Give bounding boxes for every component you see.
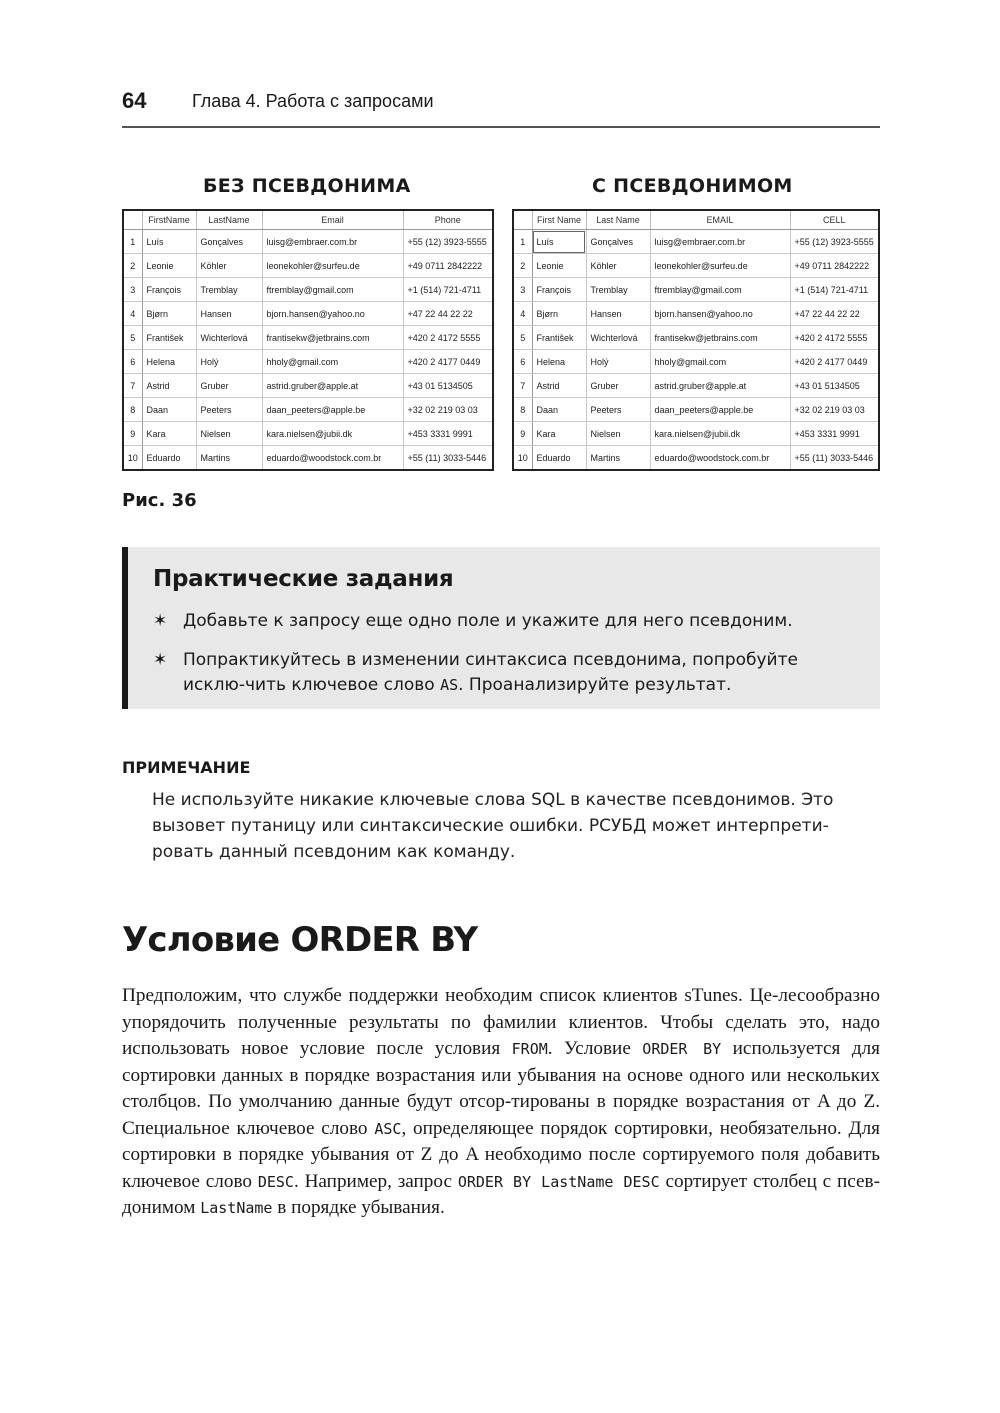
table-cell: Holý <box>196 350 262 374</box>
table-cell: astrid.gruber@apple.at <box>650 374 790 398</box>
table-cell: bjorn.hansen@yahoo.no <box>262 302 403 326</box>
table-cell: hholy@gmail.com <box>650 350 790 374</box>
row-number-cell: 10 <box>513 446 532 471</box>
table-row <box>123 374 493 398</box>
table-without-alias <box>122 209 494 471</box>
table-header-row <box>123 210 493 230</box>
row-number-cell: 3 <box>123 278 142 302</box>
table-cell: Astrid <box>532 374 586 398</box>
table-header-row <box>513 210 879 230</box>
table-cell: +453 3331 9991 <box>403 422 493 446</box>
star-bullet-icon: ✶ <box>153 650 168 670</box>
table-row <box>513 230 879 254</box>
column-header: LastName <box>196 210 262 230</box>
row-number-cell: 4 <box>513 302 532 326</box>
right-table-title: С ПСЕВДОНИМОМ <box>592 175 793 197</box>
table-cell: bjorn.hansen@yahoo.no <box>650 302 790 326</box>
table-cell: eduardo@woodstock.com.br <box>650 446 790 471</box>
row-number-cell: 1 <box>513 230 532 254</box>
text-run: используется для сортировки данных в порядке возрастания или убывания на основе одного или нескольких столбцов. По умолчанию данные будут отсор-тированы в порядке возрастания от A до Z. Специальное ключевое слово <box>122 1038 880 1139</box>
row-number-cell: 8 <box>513 398 532 422</box>
row-number-cell: 6 <box>123 350 142 374</box>
row-number-cell: 9 <box>123 422 142 446</box>
left-table-title: БЕЗ ПСЕВДОНИМА <box>203 175 411 197</box>
table-row <box>513 374 879 398</box>
table-cell: Tremblay <box>196 278 262 302</box>
table-row <box>123 302 493 326</box>
table-cell: František <box>142 326 196 350</box>
table-cell: Gruber <box>196 374 262 398</box>
row-number-cell: 7 <box>513 374 532 398</box>
table-cell: +55 (12) 3923-5555 <box>790 230 879 254</box>
figure-caption: Рис. 36 <box>122 490 197 511</box>
table-row <box>513 422 879 446</box>
table-cell: Hansen <box>196 302 262 326</box>
table-cell: Bjørn <box>142 302 196 326</box>
practice-title: Практические задания <box>153 566 454 592</box>
column-header: Email <box>262 210 403 230</box>
task-text: Добавьте к запросу еще одно поле и укажите для него псевдоним. <box>183 611 793 631</box>
inline-code: ASC <box>374 1119 402 1138</box>
table-cell: leonekohler@surfeu.de <box>262 254 403 278</box>
table-cell: luisg@embraer.com.br <box>650 230 790 254</box>
table-cell: daan_peeters@apple.be <box>650 398 790 422</box>
table-cell: Holý <box>586 350 650 374</box>
chapter-title: Глава 4. Работа с запросами <box>192 91 434 111</box>
row-number-cell: 5 <box>123 326 142 350</box>
table-cell: +43 01 5134505 <box>403 374 493 398</box>
table-cell: Martins <box>196 446 262 471</box>
note-text: Не используйте никакие ключевые слова SQL в качестве псевдонимов. Это вызовет путаницу или синтаксические ошибки. РСУБД может интерпрети-ровать данный псевдоним как команду. <box>152 790 834 862</box>
table-cell: Köhler <box>196 254 262 278</box>
table-cell: Kara <box>532 422 586 446</box>
inline-code: DESC <box>257 1172 294 1191</box>
table-cell: Eduardo <box>532 446 586 471</box>
table-row <box>513 278 879 302</box>
row-number-header <box>513 210 532 230</box>
table-row <box>123 422 493 446</box>
inline-code: AS <box>440 676 459 694</box>
table-cell: Nielsen <box>196 422 262 446</box>
table-cell: Hansen <box>586 302 650 326</box>
table-cell: +47 22 44 22 22 <box>790 302 879 326</box>
table-cell: luisg@embraer.com.br <box>262 230 403 254</box>
table-cell: Nielsen <box>586 422 650 446</box>
practice-task <box>153 609 863 634</box>
table-cell: Leonie <box>532 254 586 278</box>
table-cell: Gruber <box>586 374 650 398</box>
task-text <box>153 648 863 698</box>
table-cell: Wichterlová <box>196 326 262 350</box>
table-row <box>513 350 879 374</box>
section-heading: Условие ORDER BY <box>122 920 478 960</box>
table-cell: Tremblay <box>586 278 650 302</box>
table-cell: ftremblay@gmail.com <box>262 278 403 302</box>
inline-code: FROM <box>511 1040 548 1058</box>
row-number-cell: 7 <box>123 374 142 398</box>
table-cell: Luís <box>532 230 586 254</box>
text-run: сортирует столбец с псев-донимом <box>122 1170 880 1218</box>
table-cell: +55 (12) 3923-5555 <box>403 230 493 254</box>
table-cell: +32 02 219 03 03 <box>403 398 493 422</box>
table-cell: František <box>532 326 586 350</box>
row-number-cell: 3 <box>513 278 532 302</box>
table-cell: astrid.gruber@apple.at <box>262 374 403 398</box>
table-row <box>513 398 879 422</box>
table-cell: +55 (11) 3033-5446 <box>790 446 879 471</box>
table-row <box>123 230 493 254</box>
table-row <box>513 326 879 350</box>
table-cell: Bjørn <box>532 302 586 326</box>
table-cell: kara.nielsen@jubii.dk <box>262 422 403 446</box>
text-run: . Например, запрос <box>293 1170 458 1192</box>
table-cell: +1 (514) 721-4711 <box>790 278 879 302</box>
table-cell: leonekohler@surfeu.de <box>650 254 790 278</box>
table-cell: eduardo@woodstock.com.br <box>262 446 403 471</box>
inline-code: LastName <box>200 1199 273 1217</box>
table-cell: Kara <box>142 422 196 446</box>
table-row <box>123 278 493 302</box>
table-cell: Gonçalves <box>196 230 262 254</box>
table-cell: Eduardo <box>142 446 196 471</box>
table-cell: Daan <box>142 398 196 422</box>
table-row <box>513 254 879 278</box>
column-header: Last Name <box>586 210 650 230</box>
table-row <box>123 446 493 471</box>
table-cell: +420 2 4177 0449 <box>790 350 879 374</box>
row-number-cell: 6 <box>513 350 532 374</box>
task-text-part: . Проанализируйте результат. <box>458 675 732 695</box>
table-cell: Martins <box>586 446 650 471</box>
table-cell: Daan <box>532 398 586 422</box>
text-run: в порядке убывания. <box>272 1197 445 1218</box>
table-cell: Peeters <box>586 398 650 422</box>
column-header: FirstName <box>142 210 196 230</box>
page-header <box>122 88 880 128</box>
task-text-part: Попрактикуйтесь в изменении синтаксиса псевдонима, попробуйте исклю-чить ключевое слово <box>183 650 798 695</box>
table-cell: frantisekw@jetbrains.com <box>262 326 403 350</box>
table-cell: ftremblay@gmail.com <box>650 278 790 302</box>
row-number-cell: 2 <box>123 254 142 278</box>
table-cell: frantisekw@jetbrains.com <box>650 326 790 350</box>
table-cell: +1 (514) 721-4711 <box>403 278 493 302</box>
table-cell: +420 2 4177 0449 <box>403 350 493 374</box>
table-cell: François <box>532 278 586 302</box>
row-number-header <box>123 210 142 230</box>
star-bullet-icon: ✶ <box>153 611 168 631</box>
row-number-cell: 2 <box>513 254 532 278</box>
practice-task <box>153 648 863 698</box>
body-paragraph <box>122 983 880 1222</box>
table-row <box>513 446 879 471</box>
text-run: . Условие <box>547 1038 643 1059</box>
table-cell: +43 01 5134505 <box>790 374 879 398</box>
page-number: 64 <box>122 88 147 113</box>
table-cell: +453 3331 9991 <box>790 422 879 446</box>
column-header: EMAIL <box>650 210 790 230</box>
row-number-cell: 4 <box>123 302 142 326</box>
row-number-cell: 8 <box>123 398 142 422</box>
table-cell: Köhler <box>586 254 650 278</box>
table-cell: Astrid <box>142 374 196 398</box>
table-row <box>513 302 879 326</box>
table-cell: +32 02 219 03 03 <box>790 398 879 422</box>
table-cell: Gonçalves <box>586 230 650 254</box>
inline-code: ORDER BY LastName DESC <box>457 1172 660 1191</box>
table-cell: François <box>142 278 196 302</box>
table-row <box>123 254 493 278</box>
row-number-cell: 9 <box>513 422 532 446</box>
table-cell: Wichterlová <box>586 326 650 350</box>
column-header: CELL <box>790 210 879 230</box>
table-cell: +49 0711 2842222 <box>403 254 493 278</box>
table-cell: kara.nielsen@jubii.dk <box>650 422 790 446</box>
table-cell: +47 22 44 22 22 <box>403 302 493 326</box>
table-cell: +420 2 4172 5555 <box>790 326 879 350</box>
table-cell: Peeters <box>196 398 262 422</box>
table-cell: +55 (11) 3033-5446 <box>403 446 493 471</box>
practice-box <box>122 547 880 709</box>
table-row <box>123 326 493 350</box>
table-cell: Luís <box>142 230 196 254</box>
table-with-alias <box>512 209 880 471</box>
inline-code: ORDER BY <box>642 1040 722 1058</box>
table-cell: +49 0711 2842222 <box>790 254 879 278</box>
table-cell: hholy@gmail.com <box>262 350 403 374</box>
table-cell: daan_peeters@apple.be <box>262 398 403 422</box>
table-row <box>123 398 493 422</box>
text-run: Предположим, что службе поддержки необходим список клиентов sTunes. Це-лесообразно упорядочить полученные результаты по фамилии клиентов. Чтобы сделать это, надо использовать новое условие после условия <box>122 985 880 1059</box>
row-number-cell: 5 <box>513 326 532 350</box>
row-number-cell: 10 <box>123 446 142 471</box>
column-header: Phone <box>403 210 493 230</box>
row-number-cell: 1 <box>123 230 142 254</box>
table-cell: Helena <box>142 350 196 374</box>
table-row <box>123 350 493 374</box>
column-header: First Name <box>532 210 586 230</box>
text-run: , определяющее порядок сортировки, необязательно. Для сортировки в порядке убывания от Z до A необходимо после сортируемого поля добавить ключевое слово <box>122 1117 881 1192</box>
table-cell: +420 2 4172 5555 <box>403 326 493 350</box>
table-cell: Helena <box>532 350 586 374</box>
table-cell: Leonie <box>142 254 196 278</box>
note-label: ПРИМЕЧАНИЕ <box>122 758 251 777</box>
